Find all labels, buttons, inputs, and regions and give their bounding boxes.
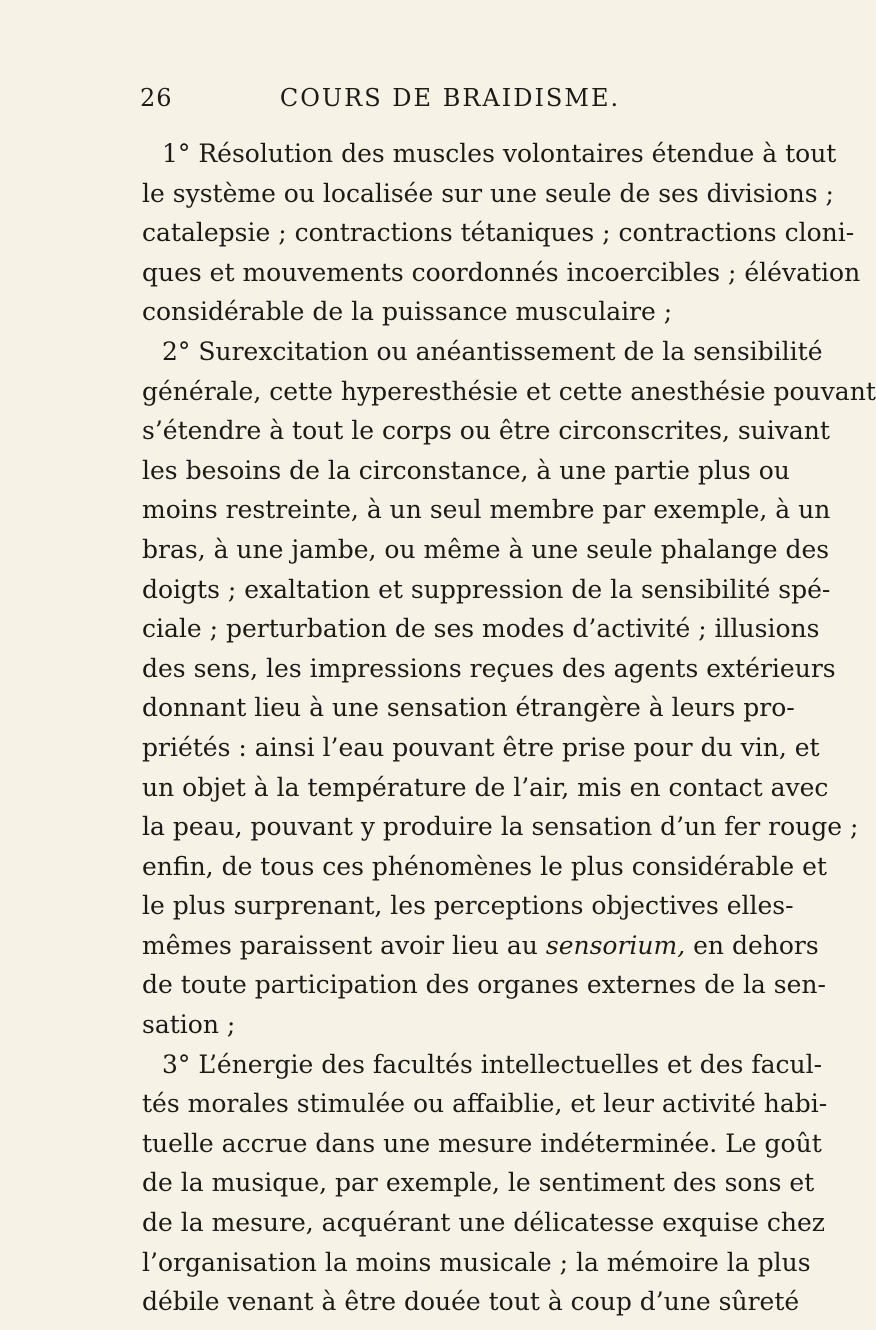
text-line: un objet à la température de l’air, mis en contact avec xyxy=(142,772,829,802)
text-line: de toute participation des organes externes de la sen- xyxy=(142,970,826,1000)
italic-term: sensorium, xyxy=(545,930,686,960)
text-line: doigts ; exaltation et suppression de la sensibilité spé- xyxy=(142,574,831,604)
text-line: tuelle accrue dans une mesure indéterminée. Le goût xyxy=(142,1128,822,1158)
text-fragment: en dehors xyxy=(685,930,819,960)
text-line xyxy=(142,926,819,966)
page-number: 26 xyxy=(140,84,173,112)
text-fragment: mêmes paraissent avoir lieu au xyxy=(142,930,546,960)
text-line: générale, cette hyperesthésie et cette anesthésie pouvant xyxy=(142,376,876,406)
text-line: ques et mouvements coordonnés incoercibles ; élévation xyxy=(142,257,861,287)
text-line: bras, à une jambe, ou même à une seule phalange des xyxy=(142,534,830,564)
text-line: les besoins de la circonstance, à une partie plus ou xyxy=(142,455,790,485)
text-line: 3° L’énergie des facultés intellectuelles et des facul- xyxy=(162,1049,823,1079)
text-line: tés morales stimulée ou affaiblie, et leur activité habi- xyxy=(142,1089,828,1119)
text-line: la peau, pouvant y produire la sensation d’un fer rouge ; xyxy=(142,812,859,842)
text-line: des sens, les impressions reçues des agents extérieurs xyxy=(142,653,836,683)
text-line: s’étendre à tout le corps ou être circonscrites, suivant xyxy=(142,416,830,446)
text-line: ciale ; perturbation de ses modes d’activité ; illusions xyxy=(142,614,820,644)
text-line: le plus surprenant, les perceptions objectives elles- xyxy=(142,891,794,921)
running-head xyxy=(140,84,760,118)
text-line: de la mesure, acquérant une délicatesse exquise chez xyxy=(142,1208,825,1238)
text-line: enfin, de tous ces phénomènes le plus considérable et xyxy=(142,851,827,881)
text-line: catalepsie ; contractions tétaniques ; contractions cloni- xyxy=(142,218,855,248)
running-title: COURS DE BRAIDISME. xyxy=(279,84,621,112)
text-line: le système ou localisée sur une seule de ses divisions ; xyxy=(142,178,834,208)
text-line: sation ; xyxy=(142,1010,236,1040)
text-line: 2° Surexcitation ou anéantissement de la sensibilité xyxy=(162,336,823,366)
text-line: 1° Résolution des muscles volontaires étendue à tout xyxy=(162,139,837,168)
text-line: donnant lieu à une sensation étrangère à leurs pro- xyxy=(142,693,795,723)
text-line: priétés : ainsi l’eau pouvant être prise pour du vin, et xyxy=(142,732,820,762)
text-line: l’organisation la moins musicale ; la mémoire la plus xyxy=(142,1247,811,1277)
text-line: de la musique, par exemple, le sentiment des sons et xyxy=(142,1168,815,1198)
text-line: considérable de la puissance musculaire ; xyxy=(142,297,673,327)
body-text xyxy=(142,134,876,1322)
text-line: débile venant à être douée tout à coup d’une sûreté xyxy=(142,1287,800,1317)
text-line: moins restreinte, à un seul membre par exemple, à un xyxy=(142,495,831,525)
